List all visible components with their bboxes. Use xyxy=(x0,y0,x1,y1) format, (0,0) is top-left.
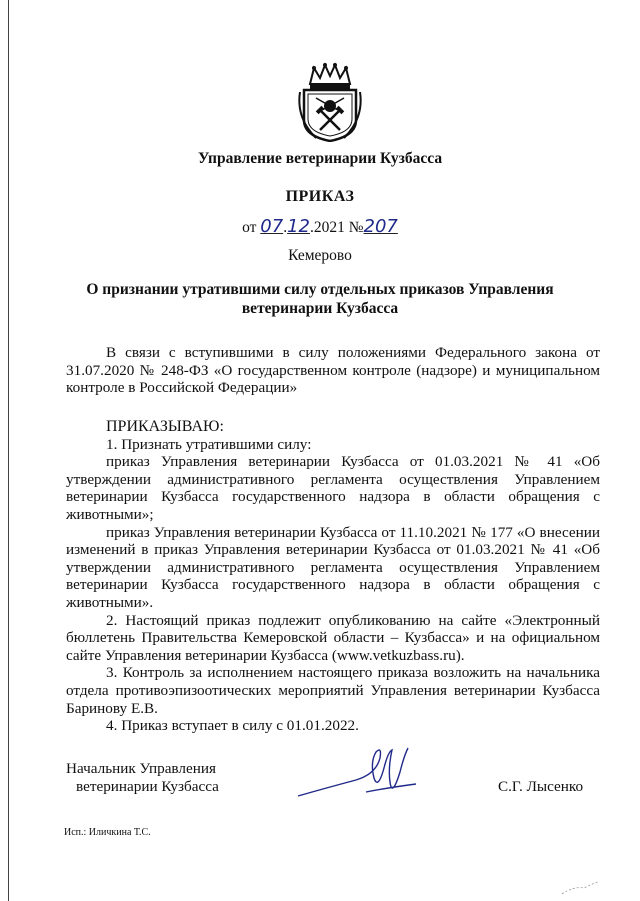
order-item-2: 2. Настоящий приказ подлежит опубликованию на сайте «Электронный бюллетень Правительства Кемеровской области – Кузбасса» и на официальном сайте Управления ветеринарии Кузбасса (www.vetkuzbass.ru). xyxy=(66,611,600,664)
date-month-handwritten: 12 xyxy=(287,216,310,237)
intro-paragraph: В связи с вступившими в силу положениями Федерального закона от 31.07.2020 № 248-ФЗ «О государственном контроле (надзоре) и муниципальном контроле в Российской Федерации» xyxy=(66,344,600,397)
order-block xyxy=(66,418,600,735)
date-line xyxy=(0,216,640,237)
handwritten-signature xyxy=(296,738,426,808)
date-separator: . xyxy=(283,219,288,236)
order-item-3: 3. Контроль за исполнением настоящего приказа возложить на начальника отдела противоэпизоотических мероприятий Управления ветеринарии Кузбасса Баринову Е.В. xyxy=(66,664,600,717)
order-word: ПРИКАЗЫВАЮ: xyxy=(106,418,224,435)
organization-name: Управление ветеринарии Кузбасса xyxy=(197,150,443,167)
signer-title-line-1: Начальник Управления xyxy=(66,760,216,777)
date-year: .2021 № xyxy=(309,219,364,236)
city: Кемерово xyxy=(288,247,352,264)
signer-title xyxy=(66,760,219,796)
document-number-handwritten: 207 xyxy=(363,216,398,237)
date-prefix: от xyxy=(242,219,257,236)
intro-paragraph-block xyxy=(66,344,600,397)
document-title: О признании утратившими силу отдельных приказов Управления ветеринарии Кузбасса xyxy=(86,281,554,317)
executor-note: Исп.: Иличкина Т.С. xyxy=(64,827,151,838)
order-item-1: 1. Признать утратившими силу: xyxy=(106,435,312,453)
corner-mark xyxy=(560,880,600,896)
order-item-1b: приказ Управления ветеринарии Кузбасса от 11.10.2021 № 177 «О внесении изменений в приказ Управления ветеринарии Кузбасса от 01.03.2021 № 41 «Об утверждении административного регламента осуществления Управлением ветеринарии Кузбасса государственного надзора в области обращения с животными». xyxy=(66,523,600,611)
signer-name: С.Г. Лысенко xyxy=(498,778,584,795)
signer-title-line-2: ветеринарии Кузбасса xyxy=(76,778,219,795)
order-item-4: 4. Приказ вступает в силу с 01.01.2022. xyxy=(106,717,359,735)
document-type: ПРИКАЗ xyxy=(285,188,355,205)
order-item-1a: приказ Управления ветеринарии Кузбасса от 01.03.2021 № 41 «Об утверждении административного регламента осуществления Управлением ветеринарии Кузбасса государственного надзора в области обращения с животными»; xyxy=(66,453,600,523)
coat-of-arms-emblem xyxy=(296,62,364,142)
date-day-handwritten: 07 xyxy=(260,216,284,237)
scan-edge-line xyxy=(8,0,9,901)
